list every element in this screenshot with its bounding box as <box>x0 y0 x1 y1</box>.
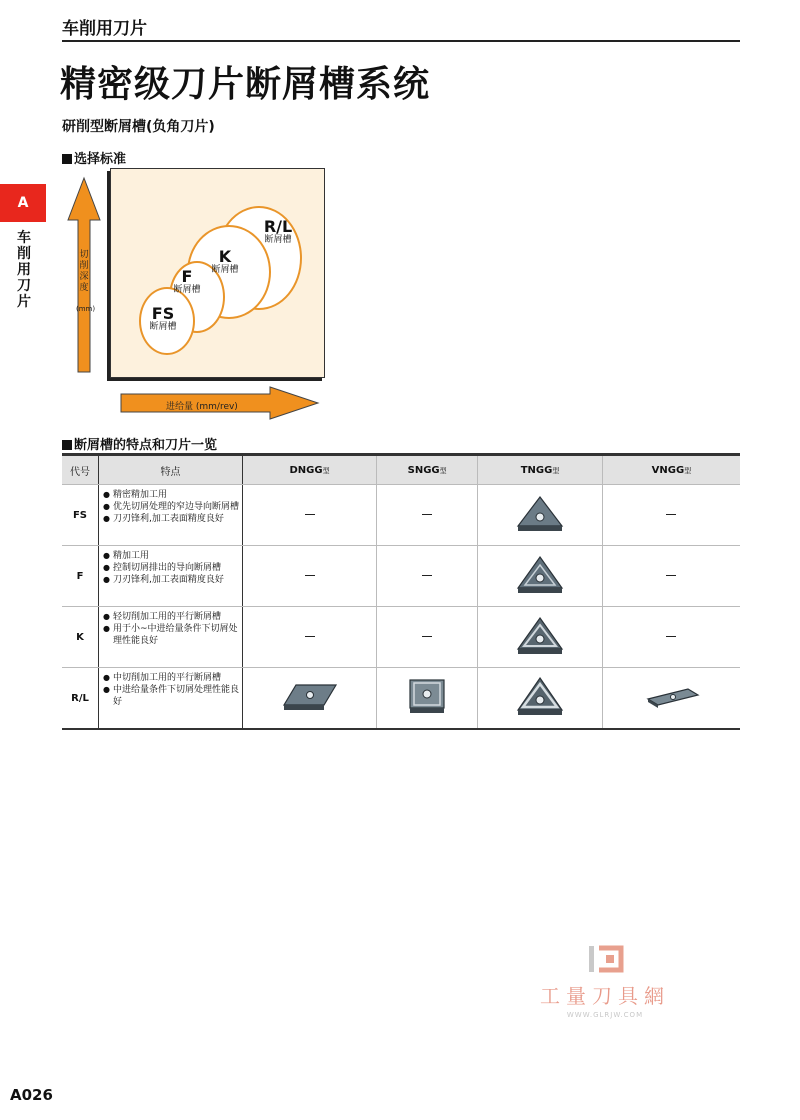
vngg-cell <box>602 607 740 668</box>
table-row <box>62 607 740 668</box>
table-row <box>62 485 740 546</box>
sngg-cell <box>377 485 478 546</box>
not-available-dash <box>305 575 315 577</box>
triangle-insert-icon <box>514 554 566 596</box>
insert-suffix: 型 <box>322 466 330 475</box>
watermark-logo <box>540 944 670 1019</box>
triangle-insert-icon <box>514 494 566 534</box>
tngg-cell <box>478 546 603 607</box>
insert-suffix: 型 <box>684 466 692 475</box>
v-diamond-insert-icon <box>642 685 700 709</box>
not-available-dash <box>422 575 432 577</box>
square-bullet-icon <box>62 154 72 164</box>
features-cell <box>99 485 243 546</box>
side-char: 车 <box>17 230 31 246</box>
table-row <box>62 546 740 607</box>
breaker-code-cell: F <box>62 546 99 607</box>
dngg-cell <box>243 668 377 730</box>
insert-name: VNGG <box>651 464 685 476</box>
fs-breaker-label <box>143 306 183 332</box>
features-cell <box>99 668 243 730</box>
features-cell <box>99 546 243 607</box>
not-available-dash <box>422 514 432 516</box>
header-dngg <box>243 455 377 485</box>
not-available-dash <box>305 514 315 516</box>
k-breaker-label <box>205 249 245 275</box>
insert-name: TNGG <box>520 464 553 476</box>
feature-item: ● 刀刃锋利,加工表面精度良好 <box>103 513 240 525</box>
side-char: 片 <box>17 294 31 310</box>
sngg-cell <box>377 607 478 668</box>
square-insert-icon <box>406 677 448 717</box>
breaker-code: K <box>218 247 232 266</box>
y-axis-char: 削 <box>79 261 89 271</box>
f-breaker-label <box>167 269 207 295</box>
side-char: 用 <box>17 262 31 278</box>
rl-breaker-label <box>258 219 298 245</box>
breaker-code: F <box>181 267 193 286</box>
insert-name: DNGG <box>289 464 323 476</box>
feature-item: ● 精密精加工用 <box>103 489 240 501</box>
insert-suffix: 型 <box>552 466 560 475</box>
insert-suffix: 型 <box>439 466 447 475</box>
not-available-dash <box>422 636 432 638</box>
page-number: A026 <box>10 1086 53 1104</box>
breaker-code-cell: K <box>62 607 99 668</box>
diamond-insert-icon <box>282 681 338 713</box>
chipbreaker-table <box>62 453 740 730</box>
dngg-cell <box>243 546 377 607</box>
breaker-code: R/L <box>263 217 293 236</box>
watermark-mark-icon <box>583 944 627 974</box>
sngg-cell <box>377 546 478 607</box>
breaker-text: 断屑槽 <box>149 322 177 332</box>
section-tab: A <box>0 184 46 222</box>
tngg-cell <box>478 607 603 668</box>
tngg-cell <box>478 485 603 546</box>
watermark-text: 工量刀具網 <box>540 984 670 1008</box>
dngg-cell <box>243 485 377 546</box>
insert-name: SNGG <box>407 464 440 476</box>
not-available-dash <box>666 636 676 638</box>
x-axis-label: 进给量 (mm/rev) <box>166 402 238 412</box>
table-heading <box>62 434 217 453</box>
header-vngg <box>602 455 740 485</box>
triangle-insert-icon <box>514 675 566 719</box>
section-tab-label <box>14 230 34 310</box>
breaker-text: 断屑槽 <box>264 235 292 245</box>
feature-item: ● 精加工用 <box>103 550 240 562</box>
header-tngg <box>478 455 603 485</box>
vngg-cell <box>602 546 740 607</box>
page-title: 精密级刀片断屑槽系统 <box>60 64 431 105</box>
feature-item: ● 控制切屑排出的导向断屑槽 <box>103 562 240 574</box>
selection-heading-text: 选择标准 <box>74 152 127 167</box>
y-axis-unit: (mm) <box>76 305 96 313</box>
breaker-text: 断屑槽 <box>173 285 201 295</box>
header-sngg <box>377 455 478 485</box>
feature-item: ● 优先切屑处理的窄边导向断屑槽 <box>103 501 240 513</box>
side-char: 刀 <box>17 278 31 294</box>
triangle-insert-icon <box>514 615 566 657</box>
square-bullet-icon <box>62 440 72 450</box>
table-heading-text: 断屑槽的特点和刀片一览 <box>74 438 218 453</box>
tngg-cell <box>478 668 603 730</box>
y-axis-char: 切 <box>79 250 89 260</box>
feature-item: ● 中切削加工用的平行断屑槽 <box>103 672 240 684</box>
y-axis-char: 度 <box>79 283 89 293</box>
vngg-cell <box>602 485 740 546</box>
table-row <box>62 668 740 730</box>
vngg-cell <box>602 668 740 730</box>
header-rule <box>62 40 740 42</box>
side-char: 削 <box>17 246 31 262</box>
feature-item: ● 用于小~中进给量条件下切屑处理性能良好 <box>103 623 240 647</box>
y-axis-label <box>76 250 96 315</box>
not-available-dash <box>666 514 676 516</box>
not-available-dash <box>305 636 315 638</box>
dngg-cell <box>243 607 377 668</box>
feature-item: ● 中进给量条件下切屑处理性能良好 <box>103 684 240 708</box>
y-axis-char: 深 <box>79 272 89 282</box>
header-code: 代号 <box>62 455 99 485</box>
selection-heading <box>62 148 126 167</box>
selection-chart-panel <box>110 168 325 378</box>
header-features: 特点 <box>99 455 243 485</box>
features-cell <box>99 607 243 668</box>
category-title: 车削用刀片 <box>62 19 147 39</box>
breaker-code-cell: R/L <box>62 668 99 730</box>
breaker-text: 断屑槽 <box>211 265 239 275</box>
sngg-cell <box>377 668 478 730</box>
table-header-row <box>62 455 740 485</box>
page-subtitle: 研削型断屑槽(负角刀片) <box>62 119 215 135</box>
watermark-url: WWW.GLRJW.COM <box>566 1011 644 1019</box>
feature-item: ● 轻切削加工用的平行断屑槽 <box>103 611 240 623</box>
breaker-code: FS <box>151 304 175 323</box>
breaker-code-cell: FS <box>62 485 99 546</box>
feature-item: ● 刀刃锋利,加工表面精度良好 <box>103 574 240 586</box>
not-available-dash <box>666 575 676 577</box>
